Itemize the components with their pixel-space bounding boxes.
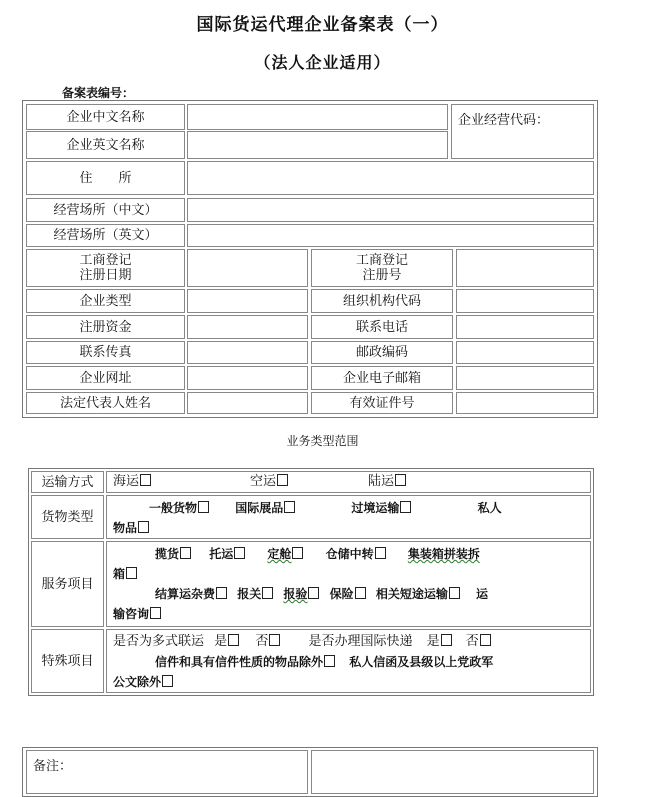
postcode-label: 邮政编码 [311, 341, 453, 364]
land-checkbox[interactable] [395, 474, 406, 486]
exclude-private-label-2: 公文除外 [113, 675, 162, 689]
business-scope-title: 业务类型范围 [286, 434, 359, 448]
page-title: 国际货运代理企业备案表（一） [196, 15, 449, 35]
exhibit-goods-label: 国际展品 [235, 501, 284, 515]
sea-option-label: 海运 [113, 474, 140, 489]
cn-name-field[interactable] [187, 104, 448, 130]
general-goods-checkbox[interactable] [198, 501, 209, 513]
multimodal-no-checkbox[interactable] [269, 634, 280, 646]
org-code-field[interactable] [456, 289, 594, 313]
consult-checkbox[interactable] [150, 607, 161, 619]
goods-label: 货物类型 [31, 495, 104, 539]
place-cn-field[interactable] [187, 198, 594, 222]
reg-date-field[interactable] [187, 249, 308, 287]
reg-no-label-line2: 注册号 [362, 268, 402, 283]
warehouse-checkbox[interactable] [375, 547, 386, 559]
private-goods-label-1: 私人 [477, 501, 502, 515]
record-number-label: 备案表编号： [62, 86, 135, 100]
id-no-label: 有效证件号 [311, 392, 453, 414]
multimodal-label: 是否为多式联运 [113, 634, 205, 649]
fax-label: 联系传真 [26, 341, 185, 364]
website-label: 企业网址 [26, 366, 185, 390]
en-name-field[interactable] [187, 131, 448, 159]
customs-checkbox[interactable] [262, 587, 273, 599]
website-field[interactable] [187, 366, 308, 390]
exclude-letters-label: 信件和具有信件性质的物品除外 [155, 655, 324, 669]
reg-no-label-line1: 工商登记 [355, 253, 408, 268]
place-en-label: 经营场所（英文） [26, 224, 185, 247]
goods-options [106, 495, 591, 539]
transport-label: 运输方式 [31, 471, 104, 493]
canvass-label: 揽货 [155, 547, 180, 561]
private-goods-label-2: 物品 [113, 521, 138, 535]
container-checkbox[interactable] [126, 567, 137, 579]
special-label: 特殊项目 [31, 629, 104, 693]
reg-date-label [26, 249, 185, 287]
consult-label-1: 运 [476, 587, 489, 601]
notes-label-cell [26, 750, 308, 794]
insurance-checkbox[interactable] [355, 587, 366, 599]
express-label: 是否办理国际快递 [308, 634, 413, 649]
multimodal-yes-checkbox[interactable] [228, 634, 239, 646]
reg-no-label [311, 249, 453, 287]
exhibit-goods-checkbox[interactable] [284, 501, 295, 513]
shorthaul-checkbox[interactable] [449, 587, 460, 599]
air-checkbox[interactable] [277, 474, 288, 486]
container-label-1: 集装箱拼装拆 [407, 547, 480, 561]
org-code-label: 组织机构代码 [311, 289, 453, 313]
phone-label: 联系电话 [311, 315, 453, 339]
place-en-field[interactable] [187, 224, 594, 247]
service-options [106, 541, 591, 627]
ent-type-label: 企业类型 [26, 289, 185, 313]
residence-label: 住 所 [26, 161, 185, 195]
operating-code-field[interactable]: 企业经营代码： [451, 104, 594, 159]
multimodal-yes-label: 是 [214, 634, 228, 649]
id-no-field[interactable] [456, 392, 594, 414]
transit-goods-checkbox[interactable] [400, 501, 411, 513]
postcode-field[interactable] [456, 341, 594, 364]
land-option-label: 陆运 [368, 474, 395, 489]
express-yes-label: 是 [426, 634, 440, 649]
settle-checkbox[interactable] [216, 587, 227, 599]
booking-checkbox[interactable] [292, 547, 303, 559]
residence-field[interactable] [187, 161, 594, 195]
booking-label: 定舱 [267, 547, 292, 561]
phone-field[interactable] [456, 315, 594, 339]
notes-field[interactable] [311, 750, 594, 794]
reg-no-field[interactable] [456, 249, 594, 287]
en-name-label: 企业英文名称 [26, 131, 185, 159]
email-field[interactable] [456, 366, 594, 390]
transit-goods-label: 过境运输 [351, 501, 400, 515]
canvass-checkbox[interactable] [180, 547, 191, 559]
notes-label: 备注： [33, 759, 73, 774]
inspection-checkbox[interactable] [308, 587, 319, 599]
settle-label: 结算运杂费 [155, 587, 216, 601]
general-goods-label: 一般货物 [149, 501, 198, 515]
container-label-2: 箱 [113, 567, 126, 581]
multimodal-no-label: 否 [255, 634, 269, 649]
email-label: 企业电子邮箱 [311, 366, 453, 390]
consign-checkbox[interactable] [234, 547, 245, 559]
express-yes-checkbox[interactable] [441, 634, 452, 646]
private-goods-checkbox[interactable] [138, 521, 149, 533]
reg-date-label-line2: 注册日期 [79, 268, 132, 283]
warehouse-label: 仓储中转 [325, 547, 374, 561]
consult-label-2: 输咨询 [113, 607, 150, 621]
reg-capital-label: 注册资金 [26, 315, 185, 339]
express-no-checkbox[interactable] [480, 634, 491, 646]
legal-rep-field[interactable] [187, 392, 308, 414]
exclude-private-label-1: 私人信函及县级以上党政军 [349, 655, 494, 669]
fax-field[interactable] [187, 341, 308, 364]
reg-date-label-line1: 工商登记 [79, 253, 132, 268]
consign-label: 托运 [209, 547, 234, 561]
service-label: 服务项目 [31, 541, 104, 627]
place-cn-label: 经营场所（中文） [26, 198, 185, 222]
customs-label: 报关 [237, 587, 262, 601]
air-option-label: 空运 [250, 474, 277, 489]
shorthaul-label: 相关短途运输 [375, 587, 448, 601]
express-no-label: 否 [465, 634, 479, 649]
ent-type-field[interactable] [187, 289, 308, 313]
insurance-label: 保险 [329, 587, 354, 601]
page-subtitle: （法人企业适用） [254, 53, 391, 72]
legal-rep-label: 法定代表人姓名 [26, 392, 185, 414]
sea-checkbox[interactable] [140, 474, 151, 486]
transport-options [106, 471, 591, 493]
exclude-letters-checkbox[interactable] [324, 655, 335, 667]
cn-name-label: 企业中文名称 [26, 104, 185, 130]
inspection-label: 报验 [283, 587, 308, 601]
special-options [106, 629, 591, 693]
exclude-private-checkbox[interactable] [162, 675, 173, 687]
reg-capital-field[interactable] [187, 315, 308, 339]
